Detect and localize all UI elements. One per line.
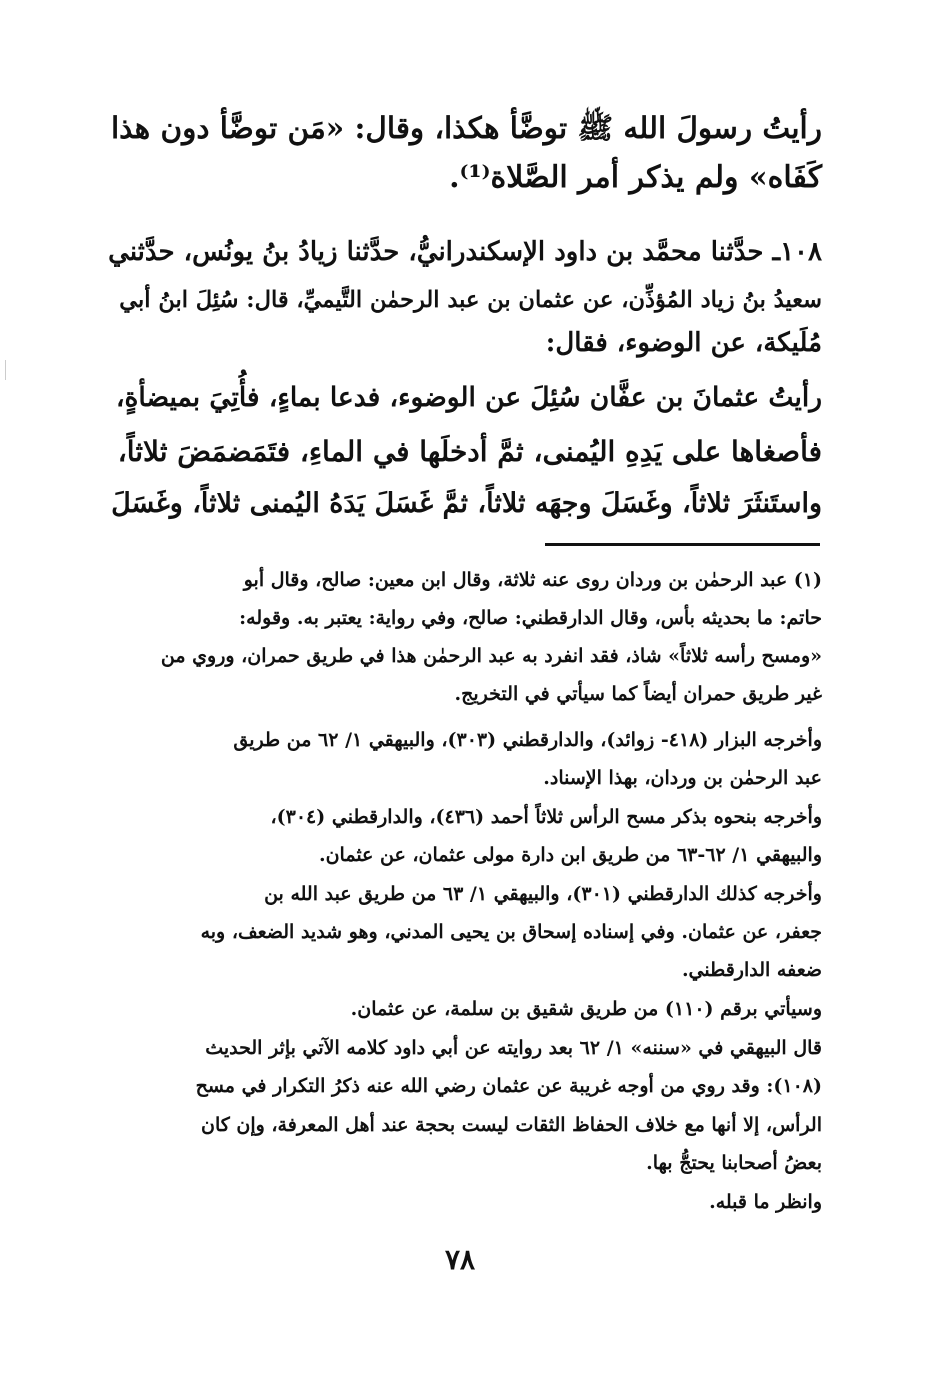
scan-edge-mark — [5, 360, 6, 380]
footnote-line-3: «ومسح رأسه ثلاثاً» شاذ، فقد انفرد به عبد الرحمٰن هذا في طريق حمران، وروي من — [160, 645, 822, 667]
footnote-line-1: (١) عبد الرحمٰن بن وردان روى عنه ثلاثة، وقال ابن معين: صالح، وقال أبو — [243, 569, 822, 591]
hadith-isnad-line-1: ١٠٨ـ حدَّثنا محمَّد بن داود الإسكندرانيُّ، حدَّثنا زيادُ بنُ يونُس، حدَّثني — [108, 237, 822, 267]
footnote-line-4: غير طريق حمران أيضاً كما سيأتي في التخريج. — [454, 683, 822, 705]
hadith-isnad-line-2: سعيدُ بنُ زياد المُؤذِّن، عن عثمان بن عبد الرحمٰن التَّيميِّ، قال: سُئِلَ ابنُ أبي — [119, 287, 822, 313]
footnote-line-17: وانظر ما قبله. — [709, 1191, 822, 1213]
footnote-line-14: (١٠٨): وقد روي من أوجه غريبة عن عثمان رضي الله عنه ذكرُ التكرار في مسح — [195, 1075, 822, 1097]
footnote-line-11: ضعفه الدارقطني. — [681, 959, 822, 981]
page-number: ٧٨ — [444, 1243, 476, 1276]
footnote-line-9: وأخرجه كذلك الدارقطني (٣٠١)، والبيهقي ١/ ٦٣ من طريق عبد الله بن — [264, 883, 822, 905]
matn-line-2: فأصغاها على يَدِهِ اليُمنى، ثمَّ أدخلَها في الماءِ، فتَمَضمَضَ ثلاثاً، — [117, 435, 822, 468]
footnote-line-2: حاتم: ما بحديثه بأس، وقال الدارقطني: صالح، وفي رواية: يعتبر به. وقوله: — [239, 607, 822, 629]
footnote-line-10: جعفر، عن عثمان. وفي إسناده إسحاق بن يحيى المدني، وهو شديد الضعف، وبه — [200, 921, 822, 943]
hadith-isnad-line-3: مُلَيكة، عن الوضوء، فقال: — [545, 328, 822, 358]
footnote-line-5: وأخرجه البزار (٤١٨- زوائد)، والدارقطني (٣٠٣)، والبيهقي ١/ ٦٢ من طريق — [233, 729, 822, 751]
matn-line-1: رأيتُ عثمانَ بن عفَّان سُئِلَ عن الوضوء، فدعا بماءٍ، فأُتِيَ بميضأةٍ، — [115, 382, 822, 413]
footnote-line-15: الرأس، إلا أنها مع خلاف الحفاظ الثقات ليست بحجة عند أهل المعرفة، وإن كان — [201, 1114, 822, 1136]
intro-line-2: كَفَاه» ولم يذكر أمر الصَّلاة⁽¹⁾. — [449, 160, 822, 195]
footnote-line-12: وسيأتي برقم (١١٠) من طريق شقيق بن سلمة، عن عثمان. — [350, 998, 822, 1020]
footnote-line-13: قال البيهقي في «سننه» ١/ ٦٢ بعد روايته عن أبي داود كلامه الآتي بإثر الحديث — [205, 1037, 822, 1059]
footnote-line-7: وأخرجه بنحوه بذكر مسح الرأس ثلاثاً أحمد (٤٣٦)، والدارقطني (٣٠٤)، — [270, 806, 822, 828]
matn-line-3: واستَنثَرَ ثلاثاً، وغَسَلَ وجهَه ثلاثاً، ثمَّ غَسَلَ يَدَهُ اليُمنى ثلاثاً، وغَسَلَ — [111, 488, 822, 519]
footnote-line-16: بعضُ أصحابنا يحتجُّ بها. — [646, 1152, 822, 1174]
intro-line-1: رأيتُ رسولَ الله ﷺ توضَّأ هكذا، وقال: «مَن توضَّأ دون هذا — [110, 110, 822, 145]
footnote-line-8: والبيهقي ١/ ٦٢-٦٣ من طريق ابن دارة مولى عثمان، عن عثمان. — [318, 844, 822, 866]
footnote-line-6: عبد الرحمٰن بن وردان، بهذا الإسناد. — [543, 767, 822, 789]
footnote-separator — [545, 543, 820, 546]
